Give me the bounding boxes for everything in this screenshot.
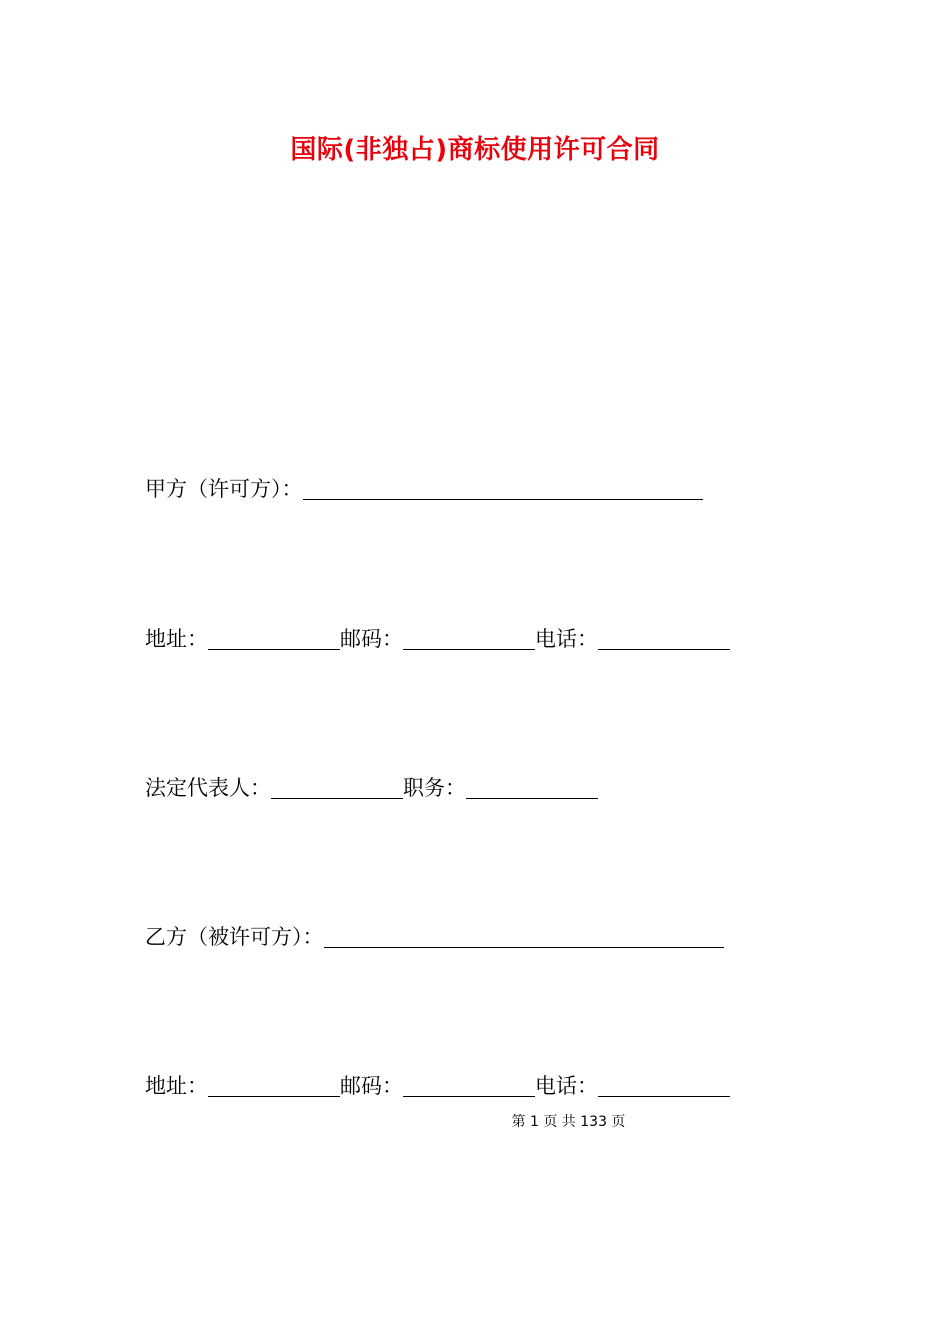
phone-blank[interactable] bbox=[598, 1074, 730, 1097]
party-b-blank[interactable] bbox=[324, 925, 724, 948]
page-number: 第 1 页 共 133 页 bbox=[511, 1114, 626, 1130]
address-label: 地址： bbox=[145, 1074, 208, 1098]
page-footer bbox=[0, 1112, 950, 1132]
phone-blank[interactable] bbox=[598, 627, 730, 650]
legal-rep-blank[interactable] bbox=[271, 776, 403, 799]
party-b-line bbox=[145, 922, 724, 952]
phone-label: 电话： bbox=[535, 1074, 598, 1098]
legal-rep-line bbox=[145, 773, 598, 803]
party-a-line bbox=[145, 474, 703, 504]
postcode-label: 邮码： bbox=[340, 627, 403, 651]
party-a-blank[interactable] bbox=[303, 477, 703, 500]
position-blank[interactable] bbox=[466, 776, 598, 799]
postcode-blank[interactable] bbox=[403, 1074, 535, 1097]
address-blank[interactable] bbox=[208, 627, 340, 650]
postcode-blank[interactable] bbox=[403, 627, 535, 650]
position-label: 职务： bbox=[403, 776, 466, 800]
party-a-address-line bbox=[145, 624, 730, 654]
legal-rep-label: 法定代表人： bbox=[145, 776, 271, 800]
postcode-label: 邮码： bbox=[340, 1074, 403, 1098]
phone-label: 电话： bbox=[535, 627, 598, 651]
address-label: 地址： bbox=[145, 627, 208, 651]
document-title: 国际(非独占)商标使用许可合同 bbox=[290, 135, 660, 165]
party-a-label: 甲方（许可方）： bbox=[145, 477, 303, 501]
party-b-label: 乙方（被许可方）： bbox=[145, 925, 324, 949]
party-b-address-line bbox=[145, 1071, 730, 1101]
address-blank[interactable] bbox=[208, 1074, 340, 1097]
